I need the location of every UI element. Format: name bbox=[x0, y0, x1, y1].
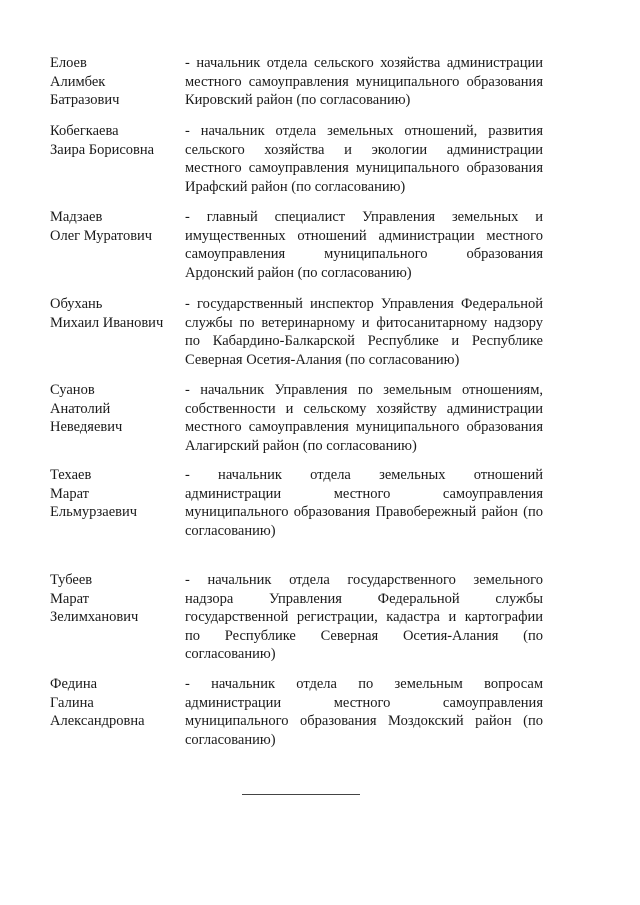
position-line: - начальник отдела земельных отношений, развития bbox=[185, 123, 543, 139]
position-line: самоуправления муниципального образования bbox=[185, 246, 543, 262]
position-line: согласованию) bbox=[185, 646, 276, 662]
position-line: по Республике Северная Осетия-Алания (по bbox=[185, 627, 543, 644]
closing-divider bbox=[242, 794, 360, 795]
name-line: Тубеев bbox=[50, 572, 93, 588]
member-name bbox=[50, 122, 180, 159]
position-line: Алагирский район (по согласованию) bbox=[185, 437, 417, 454]
position-line: Кировский район (по согласованию) bbox=[185, 92, 411, 108]
position-line: - начальник Управления по земельным отношениям, bbox=[185, 382, 543, 398]
name-line: Техаев bbox=[50, 467, 92, 483]
position-line: - государственный инспектор Управления Федеральной bbox=[185, 296, 543, 312]
member-name bbox=[50, 381, 180, 437]
member-position bbox=[185, 208, 543, 282]
position-line: местного самоуправления муниципального образования bbox=[185, 160, 543, 176]
position-line: согласованию) bbox=[185, 731, 276, 748]
position-line: надзора Управления Федеральной службы bbox=[185, 590, 543, 607]
position-line: Ардонский район (по согласованию) bbox=[185, 264, 412, 281]
name-line: Кобегкаева bbox=[50, 123, 119, 139]
position-line: собственности и сельскому хозяйству администрации bbox=[185, 400, 543, 417]
position-line: - начальник отдела сельского хозяйства администрации bbox=[185, 55, 543, 71]
position-line: администрации местного самоуправления bbox=[185, 694, 543, 711]
position-line: - начальник отдела по земельным вопросам bbox=[185, 676, 543, 692]
position-line: - начальник отдела земельных отношений bbox=[185, 467, 543, 483]
member-name bbox=[50, 295, 180, 332]
name-line: Александровна bbox=[50, 713, 145, 729]
position-line: - начальник отдела государственного земельного bbox=[185, 572, 543, 588]
name-line: Суанов bbox=[50, 382, 95, 398]
member-position bbox=[185, 54, 543, 110]
name-line: Анатолий bbox=[50, 400, 111, 417]
position-line: местного самоуправления муниципального образования bbox=[185, 73, 543, 90]
position-line: администрации местного самоуправления bbox=[185, 485, 543, 502]
position-line: по Кабардино-Балкарской Республике и Республике bbox=[185, 333, 543, 349]
position-line: согласованию) bbox=[185, 522, 276, 539]
member-position bbox=[185, 295, 543, 369]
member-name bbox=[50, 208, 180, 245]
name-line: Марат bbox=[50, 485, 89, 502]
position-line: имущественных отношений администрации местного bbox=[185, 227, 543, 244]
name-line: Михаил Иванович bbox=[50, 314, 164, 331]
name-line: Ельмурзаевич bbox=[50, 504, 138, 520]
name-line: Федина bbox=[50, 676, 98, 692]
name-line: Обухань bbox=[50, 296, 103, 312]
member-position bbox=[185, 381, 543, 455]
member-position bbox=[185, 122, 543, 196]
member-position bbox=[185, 571, 543, 664]
name-line: Галина bbox=[50, 694, 94, 711]
position-line: - главный специалист Управления земельных и bbox=[185, 209, 543, 225]
member-position bbox=[185, 675, 543, 749]
position-line: государственной регистрации, кадастра и картографии bbox=[185, 609, 543, 625]
name-line: Мадзаев bbox=[50, 209, 103, 225]
member-name bbox=[50, 571, 180, 627]
member-name bbox=[50, 675, 180, 731]
name-line: Зелимханович bbox=[50, 609, 139, 625]
member-position bbox=[185, 466, 543, 540]
position-line: Северная Осетия-Алания (по согласованию) bbox=[185, 351, 460, 368]
name-line: Олег Муратович bbox=[50, 227, 153, 244]
name-line: Неведяевич bbox=[50, 419, 123, 435]
member-name bbox=[50, 54, 180, 110]
name-line: Марат bbox=[50, 590, 89, 607]
member-name bbox=[50, 466, 180, 522]
position-line: муниципального образования Моздокский район (по bbox=[185, 713, 543, 729]
position-line: муниципального образования Правобережный район (по bbox=[185, 504, 543, 520]
name-line: Заира Борисовна bbox=[50, 141, 155, 158]
name-line: Батразович bbox=[50, 92, 120, 108]
position-line: местного самоуправления муниципального образования bbox=[185, 419, 543, 435]
position-line: Ирафский район (по согласованию) bbox=[185, 178, 406, 195]
position-line: сельского хозяйства и экологии администрации bbox=[185, 141, 543, 158]
name-line: Алимбек bbox=[50, 73, 106, 90]
name-line: Елоев bbox=[50, 55, 87, 71]
position-line: службы по ветеринарному и фитосанитарному надзору bbox=[185, 314, 543, 331]
